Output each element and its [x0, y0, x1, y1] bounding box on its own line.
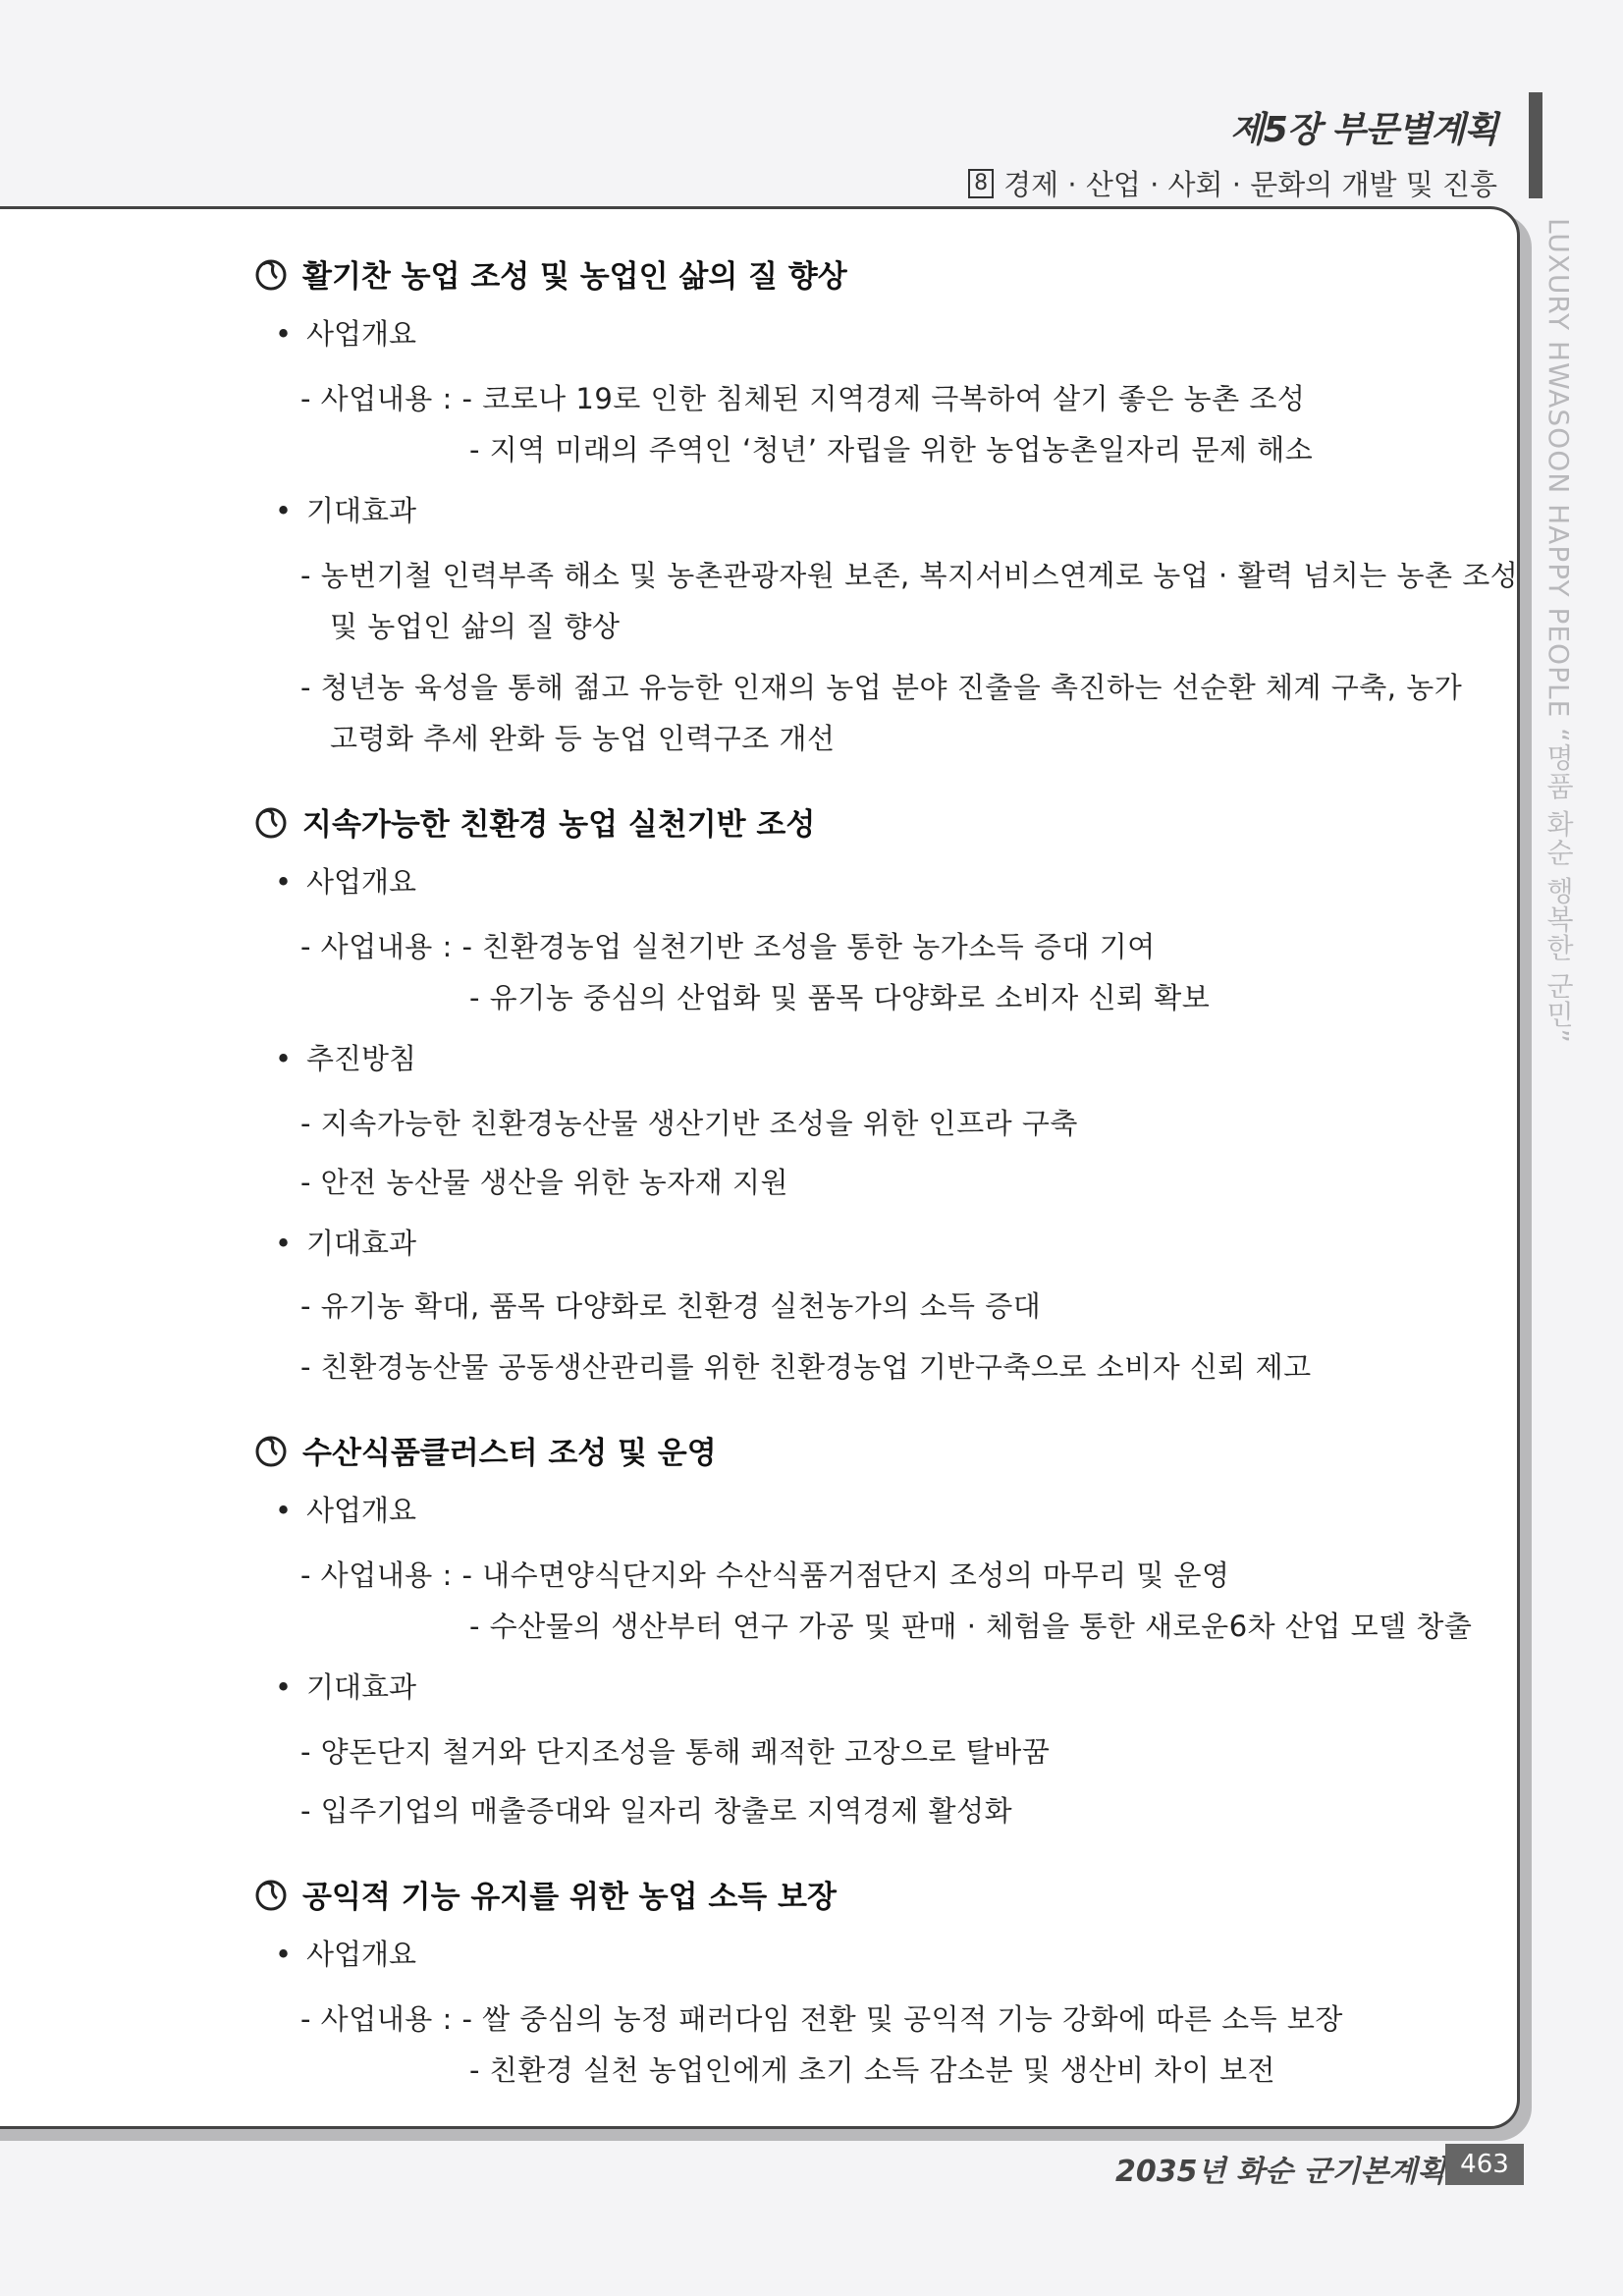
side-slogan: LUXURY HWASOON HAPPY PEOPLE “명품 화순 행복한 군민”	[1542, 218, 1575, 1044]
text-line: - 지역 미래의 주역인 ‘청년’ 자립을 위한 농업농촌일자리 문제 해소	[469, 433, 1314, 466]
text-line: - 사업내용 : - 쌀 중심의 농정 패러다임 전환 및 공익적 기능 강화에 따른 소득 보장	[300, 2002, 1343, 2036]
circle-marker-icon	[253, 1433, 289, 1468]
bullet-item: • 사업개요	[275, 1938, 417, 1971]
footer-title: 2035년 화순 군기본계획	[1115, 2155, 1446, 2189]
text-line: - 입주기업의 매출증대와 일자리 창출로 지역경제 활성화	[300, 1794, 1013, 1828]
text-line: - 사업내용 : - 코로나 19로 인한 침체된 지역경제 극복하여 살기 좋은 농촌 조성	[300, 382, 1306, 415]
page-number: 463	[1445, 2144, 1524, 2185]
text-line: - 양돈단지 철거와 단지조성을 통해 쾌적한 고장으로 탈바꿈	[300, 1735, 1051, 1769]
section-heading	[253, 1872, 837, 1916]
heading-text: 지속가능한 친환경 농업 실천기반 조성	[302, 807, 816, 843]
text-line: - 친환경농산물 공동생산관리를 위한 친환경농업 기반구축으로 소비자 신뢰 제고	[300, 1350, 1312, 1384]
text-line: - 사업내용 : - 내수면양식단지와 수산식품거점단지 조성의 마무리 및 운영	[300, 1558, 1230, 1592]
circle-marker-icon	[253, 1877, 289, 1912]
bullet-item: • 사업개요	[275, 1494, 417, 1527]
heading-text: 수산식품클러스터 조성 및 운영	[302, 1436, 717, 1471]
bullet-item: • 사업개요	[275, 865, 417, 899]
text-line: - 안전 농산물 생산을 위한 농자재 지원	[300, 1166, 788, 1199]
circle-marker-icon	[253, 804, 289, 840]
text-line: - 유기농 중심의 산업화 및 품목 다양화로 소비자 신뢰 확보	[469, 981, 1211, 1014]
circle-marker-icon	[253, 256, 289, 292]
text-line: - 수산물의 생산부터 연구 가공 및 판매 · 체험을 통한 새로운6차 산업 모델 창출	[469, 1610, 1473, 1643]
bullet-item: • 기대효과	[275, 494, 417, 527]
bullet-item: • 사업개요	[275, 317, 417, 351]
bullet-item: • 추진방침	[275, 1042, 417, 1075]
section-number-box: 8	[968, 169, 994, 198]
chapter-title: 제5장 부문별계획	[1229, 110, 1497, 150]
bullet-item: • 기대효과	[275, 1227, 417, 1260]
text-line: - 청년농 육성을 통해 젊고 유능한 인재의 농업 분야 진출을 촉진하는 선순환 체계 구축, 농가	[300, 671, 1463, 704]
heading-text: 공익적 기능 유지를 위한 농업 소득 보장	[302, 1880, 837, 1915]
text-line: - 사업내용 : - 친환경농업 실천기반 조성을 통한 농가소득 증대 기여	[300, 930, 1156, 963]
text-line: - 친환경 실천 농업인에게 초기 소득 감소분 및 생산비 차이 보전	[469, 2053, 1275, 2087]
heading-text: 활기찬 농업 조성 및 농업인 삶의 질 향상	[302, 259, 847, 295]
text-line: 및 농업인 삶의 질 향상	[330, 610, 621, 643]
text-line: - 지속가능한 친환경농산물 생산기반 조성을 위한 인프라 구축	[300, 1107, 1078, 1140]
section-heading	[253, 799, 815, 844]
section-heading	[253, 251, 847, 296]
text-line: - 농번기철 인력부족 해소 및 농촌관광자원 보존, 복지서비스연계로 농업 · 활력 넘치는 농촌 조성	[300, 559, 1519, 592]
bullet-item: • 기대효과	[275, 1670, 417, 1704]
section-title: 경제 · 산업 · 사회 · 문화의 개발 및 진흥	[1003, 168, 1497, 201]
section-heading	[253, 1428, 717, 1472]
text-line: - 유기농 확대, 품목 다양화로 친환경 실천농가의 소득 증대	[300, 1289, 1042, 1323]
text-line: 고령화 추세 완화 등 농업 인력구조 개선	[330, 722, 836, 755]
